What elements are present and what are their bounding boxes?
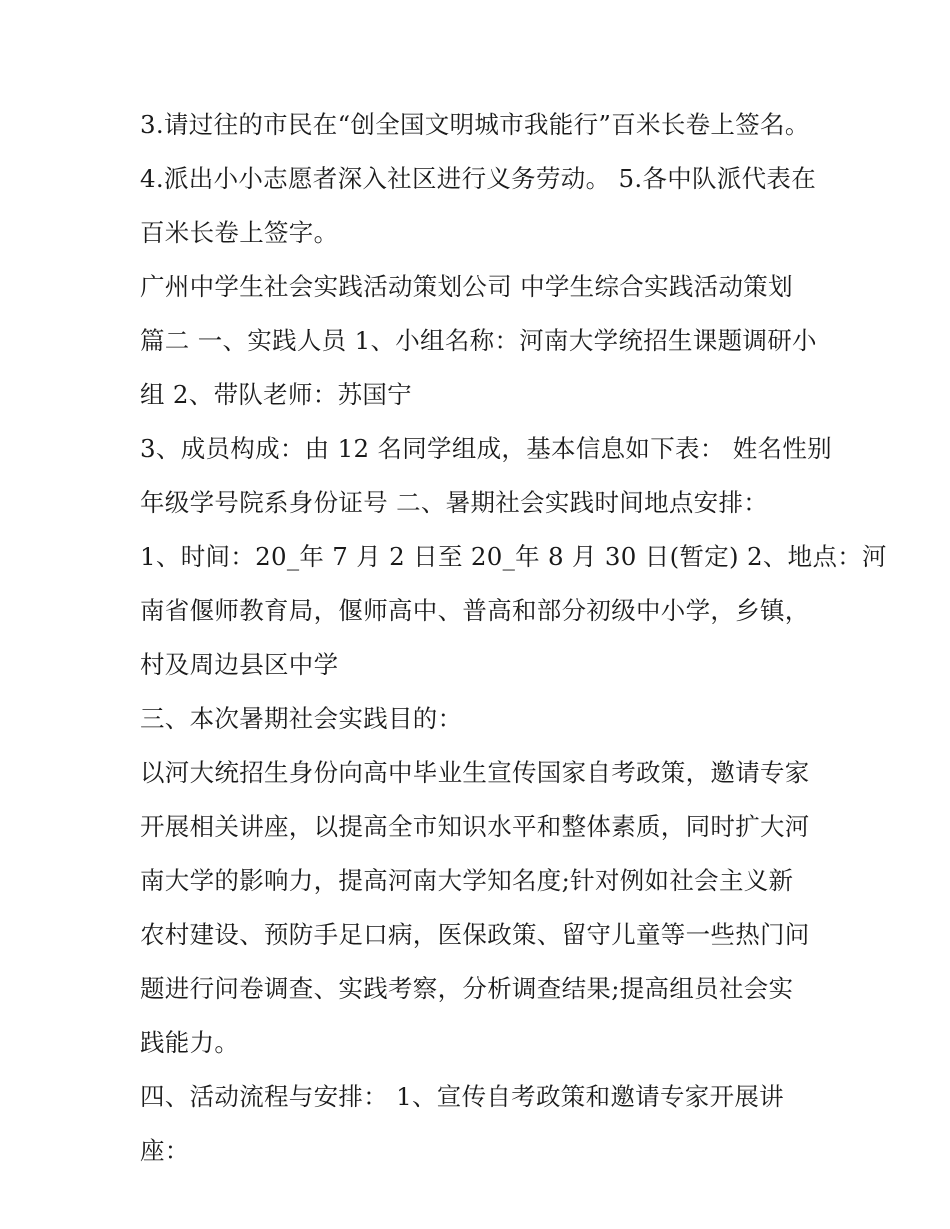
text-line-11: 村及周边县区中学 [140, 650, 339, 679]
text-line-10: 南省偃师教育局，偃师高中、普高和部分初级中小学，乡镇， [140, 596, 810, 625]
text-line-19: 四、活动流程与安排： 1、宣传自考政策和邀请专家开展讲 [140, 1082, 784, 1111]
text-line-3: 百米长卷上签字。 [140, 218, 339, 247]
text-line-4: 广州中学生社会实践活动策划公司 中学生综合实践活动策划 [140, 272, 793, 301]
text-line-15: 南大学的影响力，提高河南大学知名度;针对例如社会主义新 [140, 866, 794, 895]
text-line-18: 践能力。 [140, 1028, 240, 1057]
text-line-1: 3.请过往的市民在“创全国文明城市我能行”百米长卷上签名。 [140, 110, 810, 139]
text-line-16: 农村建设、预防手足口病，医保政策、留守儿童等一些热门问 [140, 920, 810, 949]
text-line-14: 开展相关讲座，以提高全市知识水平和整体素质，同时扩大河 [140, 812, 810, 841]
text-line-8: 年级学号院系身份证号 二、暑期社会实践时间地点安排： [140, 488, 769, 517]
text-line-9: 1、时间：20_年 7 月 2 日至 20_年 8 月 30 日(暂定) 2、地点：河 [140, 542, 887, 571]
text-line-7: 3、成员构成：由 12 名同学组成，基本信息如下表： 姓名性别 [140, 434, 832, 463]
text-line-12: 三、本次暑期社会实践目的： [140, 704, 463, 733]
text-line-6: 组 2、带队老师：苏国宁 [140, 380, 412, 409]
text-line-20: 座： [140, 1136, 190, 1165]
text-line-2: 4.派出小小志愿者深入社区进行义务劳动。 5.各中队派代表在 [140, 164, 817, 193]
document-page [140, 98, 887, 1178]
text-line-5: 篇二 一、实践人员 1、小组名称：河南大学统招生课题调研小 [140, 326, 817, 355]
text-line-17: 题进行问卷调查、实践考察，分析调查结果;提高组员社会实 [140, 974, 794, 1003]
text-line-13: 以河大统招生身份向高中毕业生宣传国家自考政策，邀请专家 [140, 758, 810, 787]
